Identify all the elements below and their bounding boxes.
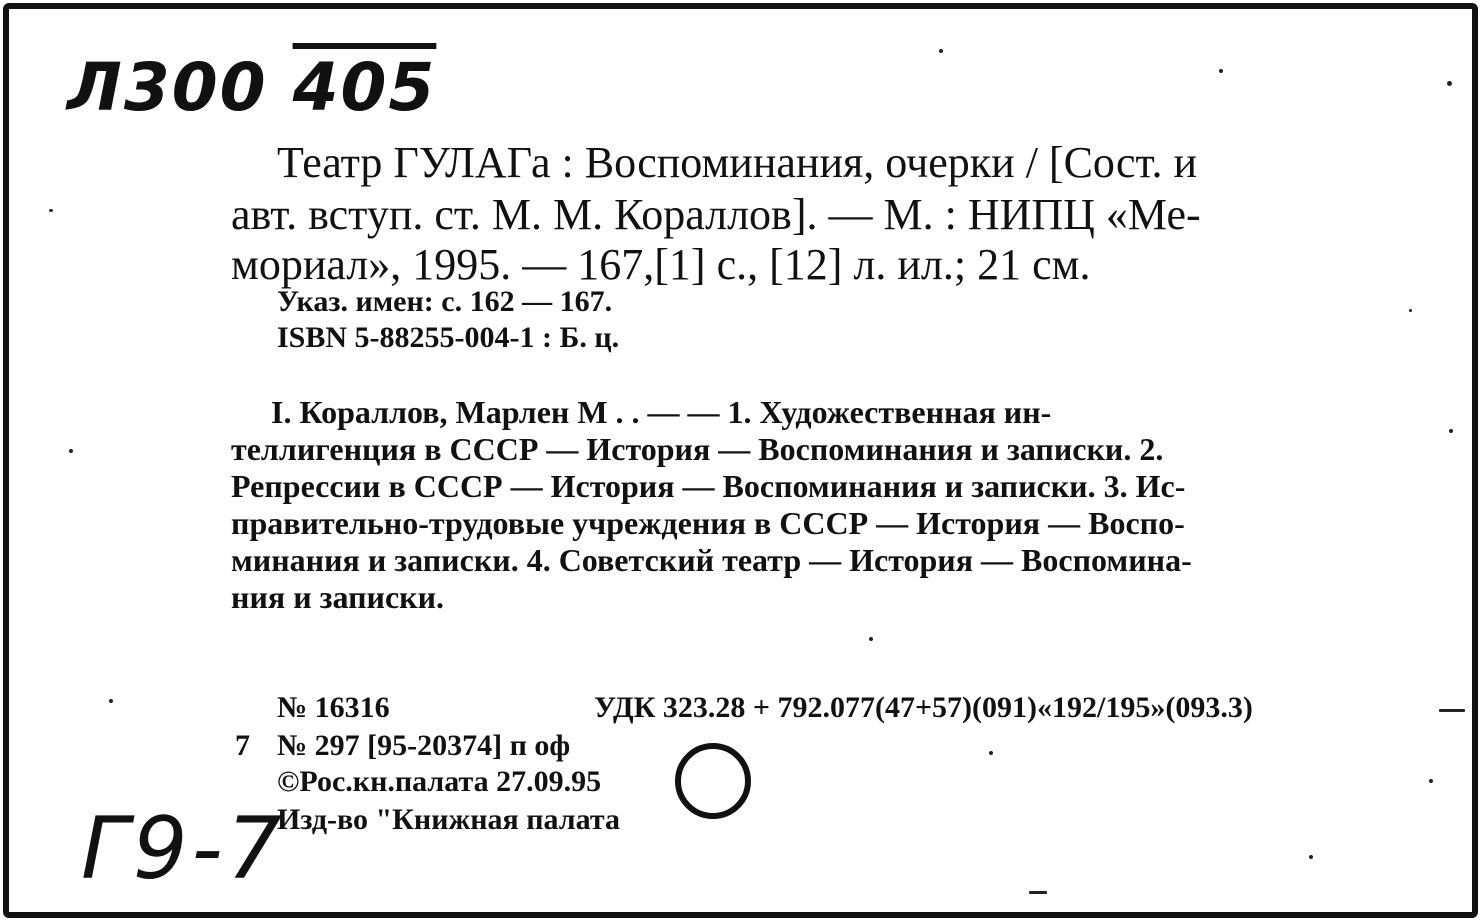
scan-speck — [1449, 429, 1453, 433]
scan-speck — [869, 637, 873, 641]
scan-speck — [1429, 779, 1433, 783]
scan-speck — [1447, 81, 1452, 86]
scan-speck — [939, 49, 943, 53]
title-line-2: авт. вступ. ст. М. М. Кораллов]. — М. : НИПЦ «Ме- — [231, 190, 1201, 239]
handwritten-shelf-mark: Г9-7 — [81, 799, 286, 899]
copies-count: 7 — [235, 729, 250, 762]
index-note: Указ. имен: с. 162 — 167. — [277, 285, 613, 318]
catalog-card — [3, 3, 1478, 918]
scan-speck — [1409, 309, 1412, 312]
isbn-note: ISBN 5-88255-004-1 : Б. ц. — [277, 321, 620, 354]
scan-speck — [69, 449, 73, 453]
scan-speck — [109, 699, 113, 703]
subject-line-1: I. Кораллов, Марлен М . . — — 1. Художественная ин- — [271, 394, 1052, 430]
scan-speck — [49, 209, 53, 212]
scan-speck — [1309, 855, 1313, 859]
subject-line-6: ния и записки. — [231, 579, 445, 615]
circle-stamp-icon — [673, 741, 753, 821]
handwritten-code-number: 405 — [292, 49, 437, 126]
scan-speck — [1439, 709, 1465, 712]
subject-line-5: минания и записки. 4. Советский театр — История — Воспомина- — [231, 542, 1192, 578]
order-number: № 297 [95-20374] п оф — [277, 729, 571, 762]
subject-line-3: Репрессии в СССР — История — Воспоминания и записки. 3. Ис- — [231, 468, 1186, 504]
card-number: № 16316 — [277, 691, 390, 724]
scan-speck — [989, 751, 993, 755]
title-line-3: мориал», 1995. — 167,[1] с., [12] л. ил.; 21 см. — [231, 240, 1091, 289]
subject-line-4: правительно-трудовые учреждения в СССР — История — Воспо- — [231, 505, 1185, 541]
scan-speck — [1029, 891, 1047, 894]
udk-index: УДК 323.28 + 792.077(47+57)(091)«192/195»(093.3) — [594, 691, 1253, 724]
handwritten-call-number — [67, 49, 436, 126]
publisher-line: Изд-во "Книжная палата — [277, 803, 620, 836]
handwritten-code: Л300 — [67, 49, 268, 126]
scan-speck — [1219, 69, 1223, 73]
subject-line-2: теллигенция в СССР — История — Воспоминания и записки. 2. — [231, 431, 1164, 467]
copyright-line: ©Рос.кн.палата 27.09.95 — [277, 765, 602, 798]
title-line-1: Театр ГУЛАГа : Воспоминания, очерки / [Сост. и — [277, 138, 1198, 187]
